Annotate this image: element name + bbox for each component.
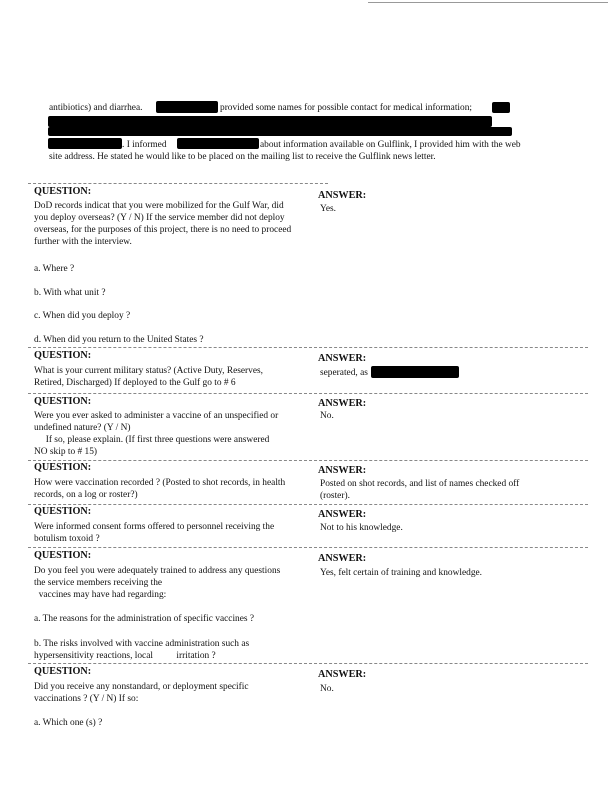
redaction-bar [48,116,492,127]
answer-text: Posted on shot records, and list of names checked off (roster). [320,479,520,501]
question-label: QUESTION: [34,550,92,561]
redaction-bar [48,138,122,149]
sub-question: c. When did you deploy ? [34,311,131,321]
answer-label: ANSWER: [318,465,367,476]
answer-text: Yes. [320,204,336,214]
question-label: QUESTION: [34,350,92,361]
section-rule [28,347,588,348]
answer-label: ANSWER: [318,190,367,201]
answer-text: Yes, felt certain of training and knowledge. [320,568,483,578]
question-label: QUESTION: [34,666,92,677]
question-text: DoD records indicat that you were mobilized for the Gulf War, did you deploy overseas? (Y / N) If the service member did not deploy overseas, for the purposes of this project, there is no need to proceed further with the interview. [34,201,292,247]
sub-question: b. With what unit ? [34,288,106,298]
intro-line-3b: about information available on Gulflink, I provided him with the web [260,140,521,150]
redaction-bar [177,138,259,149]
answer-label: ANSWER: [318,353,367,364]
question-text: Were you ever asked to administer a vaccine of an unspecified or undefined nature? (Y / N) If so, please explain. (If first three questions were answered NO skip to # 15) [34,411,279,457]
answer-label: ANSWER: [318,509,367,520]
question-text: What is your current military status? (Active Duty, Reserves, Retired, Discharged) If deployed to the Gulf go to # 6 [34,366,264,388]
question-label: QUESTION: [34,186,92,197]
sub-question: b. The risks involved with vaccine administration such as hypersensitivity reactions, local irritation ? [34,639,250,661]
section-rule [28,663,588,664]
question-text: How were vaccination recorded ? (Posted to shot records, in health records, on a log or roster?) [34,478,286,500]
sub-question: a. Where ? [34,264,75,274]
answer-text: seperated, as [320,368,368,378]
answer-text: No. [320,684,334,694]
redaction-bar [492,102,510,113]
question-text: Did you receive any nonstandard, or deployment specific vaccinations ? (Y / N) If so: [34,682,249,704]
redaction-bar [48,127,512,136]
top-border-line [368,2,608,3]
question-label: QUESTION: [34,506,92,517]
answer-text: Not to his knowledge. [320,523,403,533]
section-rule [28,183,328,184]
redaction-bar [156,101,218,113]
intro-line-1a: antibiotics) and diarrhea. [49,103,143,113]
section-rule [28,547,588,548]
intro-line-1b: provided some names for possible contact for medical information; [220,103,473,113]
sub-question: a. Which one (s) ? [34,718,103,728]
sub-question: d. When did you return to the United States ? [34,335,204,345]
section-rule [28,393,588,394]
answer-label: ANSWER: [318,553,367,564]
question-label: QUESTION: [34,462,92,473]
answer-text: No. [320,411,334,421]
answer-label: ANSWER: [318,398,367,409]
sub-question: a. The reasons for the administration of specific vaccines ? [34,614,255,624]
question-text: Were informed consent forms offered to personnel receiving the botulism toxoid ? [34,522,275,544]
intro-line-4: site address. He stated he would like to be placed on the mailing list to receive the Gulflink news letter. [49,152,436,162]
question-text: Do you feel you were adequately trained to address any questions the service members receiving the vaccines may have had regarding: [34,566,281,600]
answer-label: ANSWER: [318,669,367,680]
redaction-bar [371,366,459,378]
section-rule [28,460,588,461]
section-rule [28,504,588,505]
question-label: QUESTION: [34,396,92,407]
intro-line-3a: . I informed [122,140,167,150]
